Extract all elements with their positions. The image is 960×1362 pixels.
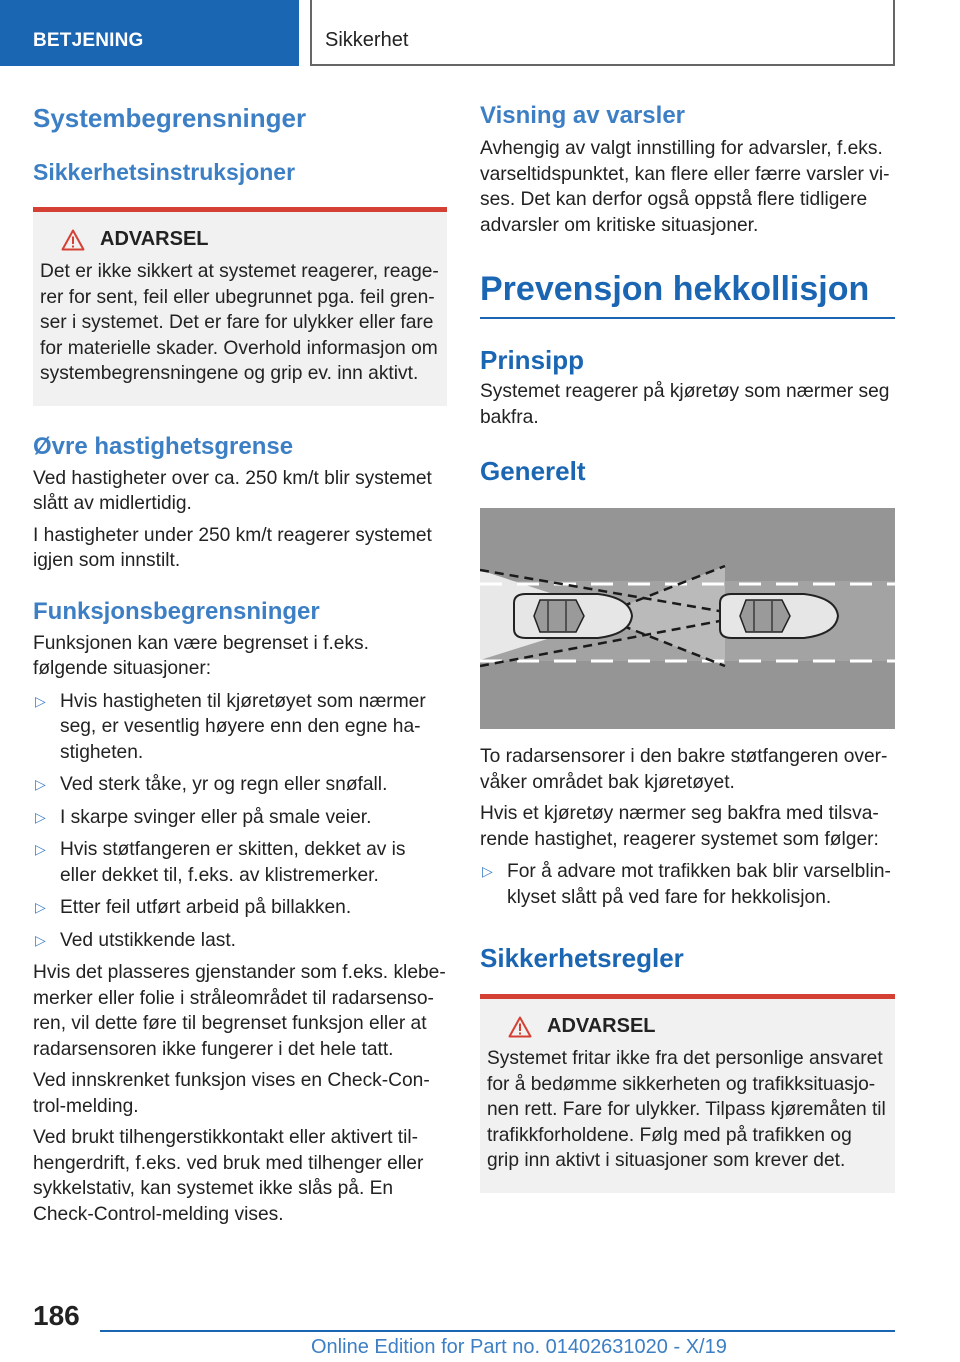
- page-header: [0, 0, 960, 66]
- list-item: ▷ Ved sterk tåke, yr og regn eller snøfall.: [33, 772, 447, 798]
- general-list: [480, 859, 895, 910]
- edition-note: Online Edition for Part no. 01402631020 - X/19: [311, 1336, 727, 1358]
- list-item: ▷ Ved utstikkende last.: [33, 928, 447, 954]
- principle-paragraph: Systemet reagerer på kjøretøy som nærmer seg bakfra.: [480, 381, 890, 428]
- warning-label: ADVARSEL: [100, 228, 209, 250]
- page-number: 186: [33, 1300, 80, 1331]
- list-item: ▷ Hvis hastigheten til kjøretøyet som nærmer seg, er vesentlig høyere enn den egne ha-stigheten.: [35, 690, 426, 763]
- general-paragraph-1: To radarsensorer i den bakre støtfangeren over-våker området bak kjøretøyet.: [480, 746, 888, 793]
- warning-title: [487, 1015, 887, 1038]
- triangle-bullet-icon: ▷: [35, 808, 46, 825]
- warning-title: [40, 228, 439, 251]
- warning-triangle-icon: [61, 229, 85, 251]
- list-item: ▷ Etter feil utført arbeid på billakken.: [33, 895, 447, 921]
- list-item: ▷ Hvis støtfangeren er skitten, dekket av is eller dekket til, f.eks. av klistremerker.: [35, 839, 406, 886]
- speed-heading: Øvre hastighetsgrense: [33, 432, 294, 460]
- warning-box: [33, 207, 447, 406]
- function-paragraph-2: Ved innskrenket funksjon vises en Check-Con-trol-melding.: [33, 1070, 430, 1117]
- triangle-bullet-icon: ▷: [35, 841, 46, 857]
- list-item: ▷ I skarpe svinger eller på smale veier.: [33, 805, 447, 831]
- page-title: Systembegrensninger: [33, 103, 307, 133]
- main-section-title: Prevensjon hekkollisjon: [480, 270, 895, 319]
- warning-box: [480, 994, 895, 1193]
- display-paragraph: Avhengig av valgt innstilling for advarsler, f.eks. varseltidspunktet, kan flere eller færre varsler vi-ses. Det kan derfor også oppstå flere tidligere advarsler om kritiske situasjoner.: [480, 138, 890, 236]
- general-paragraph-2: Hvis et kjøretøy nærmer seg bakfra med tilsva-rende hastighet, reagerer systemet som følger:: [480, 803, 879, 850]
- triangle-bullet-icon: ▷: [35, 899, 46, 915]
- chapter-tab: Sikkerhet: [310, 0, 895, 66]
- triangle-bullet-icon: ▷: [482, 863, 493, 879]
- warning-text: Det er ikke sikkert at systemet reagerer, reage-rer for sent, feil eller ubegrunnet pga. feil gren-ser i systemet. Det er fare for ulykker eller fare for materielle skader. Overhold informasjon om systembegrensningene og grip ev. inn aktivt.: [40, 261, 439, 384]
- list-item: ▷ For å advare mot trafikken bak blir varselblin-klyset slått på ved fare for hekkolisjon.: [482, 861, 891, 908]
- radar-illustration: [480, 508, 895, 729]
- section-tab: BETJENING: [0, 0, 299, 66]
- function-intro: Funksjonen kan være begrenset i f.eks. følgende situasjoner:: [33, 632, 369, 679]
- warning-triangle-icon: [508, 1016, 532, 1038]
- triangle-bullet-icon: ▷: [35, 692, 46, 709]
- triangle-bullet-icon: ▷: [35, 776, 46, 792]
- own-car-icon: [514, 594, 632, 638]
- display-heading: Visning av varsler: [480, 102, 686, 129]
- speed-paragraph-1: Ved hastigheter over ca. 250 km/t blir systemet slått av midlertidig.: [33, 467, 432, 514]
- warning-label: ADVARSEL: [547, 1015, 656, 1037]
- speed-paragraph-2: I hastigheter under 250 km/t reagerer systemet igjen som innstilt.: [33, 524, 432, 571]
- function-heading: Funksjonsbegrensninger: [33, 597, 320, 625]
- principle-heading: Prinsipp: [480, 345, 585, 375]
- right-column: [480, 100, 895, 1193]
- radar-diagram-image: [480, 508, 895, 729]
- function-paragraph-1: Hvis det plasseres gjenstander som f.eks. klebe-merker eller folie i stråleområdet til radarsenso-ren, vil dette føre til begrenset funksjon eller at radarsensoren ikke fungerer i det hele tatt.: [33, 962, 446, 1060]
- warning-text: Systemet fritar ikke fra det personlige ansvaret for å bedømme sikkerheten og trafikksituasjo-nen rett. Fare for ulykker. Tilpass kjøremåten til trafikkforholdene. Følg med på trafikken og grip inn aktivt i situasjoner som krever det.: [487, 1048, 886, 1171]
- left-column: [33, 100, 447, 1227]
- function-paragraph-3: Ved brukt tilhengerstikkontakt eller aktivert til-hengerdrift, f.eks. ved bruk med tilhenger eller sykkelstativ, kan systemet ikke slås på. En Check-Control-melding vises.: [33, 1127, 424, 1225]
- function-list: [33, 689, 447, 954]
- footer-divider: [100, 1330, 895, 1332]
- safety-heading: Sikkerhetsregler: [480, 943, 684, 973]
- section-subtitle: Sikkerhetsinstruksjoner: [33, 159, 296, 185]
- triangle-bullet-icon: ▷: [35, 931, 46, 948]
- approaching-car-icon: [720, 594, 838, 638]
- general-heading: Generelt: [480, 456, 586, 486]
